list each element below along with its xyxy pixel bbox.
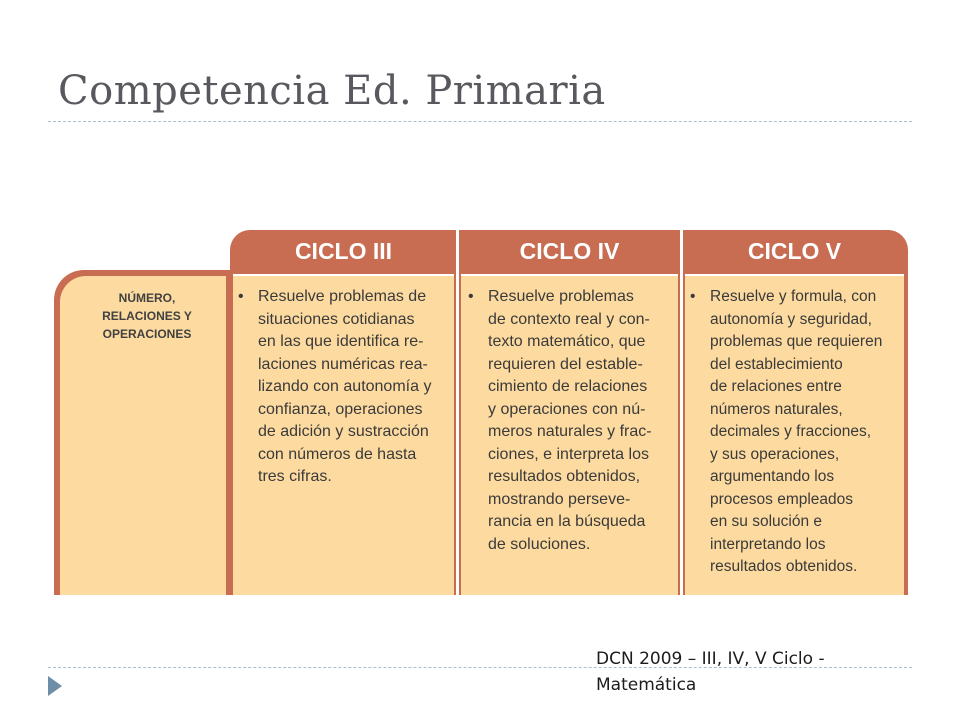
cell-line: texto matemático, que xyxy=(488,333,646,350)
cell-line: números naturales, xyxy=(710,400,843,418)
cell-line: de adición y sustracción xyxy=(258,423,429,440)
cell-line: resultados obtenidos, xyxy=(488,468,641,485)
cell-line: del establecimiento xyxy=(710,355,843,373)
cell-line: Resuelve problemas xyxy=(488,288,634,305)
cell-line: situaciones cotidianas xyxy=(258,310,415,328)
cell-text-ciclo-v xyxy=(690,286,882,579)
cell-line: cimiento de relaciones xyxy=(488,378,648,395)
cell-line: interpretando los xyxy=(710,535,826,553)
cell-line: tres cifras. xyxy=(258,468,332,485)
cell-line: Resuelve problemas de xyxy=(258,288,427,305)
cell-border xyxy=(230,274,233,595)
cell-border xyxy=(454,274,456,595)
cell-line: laciones numéricas rea- xyxy=(258,355,428,373)
cell-line: confianza, operaciones xyxy=(258,400,423,418)
cell-line: de soluciones. xyxy=(488,535,591,553)
cell-border xyxy=(683,274,685,595)
cell-text-ciclo-iii xyxy=(238,286,431,489)
cell-line: problemas que requieren xyxy=(710,333,883,350)
row-label-line: OPERACIONES xyxy=(102,327,192,341)
cell-line: resultados obtenidos. xyxy=(710,558,858,575)
cell-line: decimales y fracciones, xyxy=(710,423,872,440)
bullet-glyph: • xyxy=(690,288,696,305)
cell-line: meros naturales y frac- xyxy=(488,423,652,440)
column-header-ciclo-iii: CICLO III xyxy=(294,238,393,264)
cell-border xyxy=(459,274,461,595)
row-label-text xyxy=(84,289,210,343)
cell-line: y sus operaciones, xyxy=(710,445,840,463)
row-label-line: NÚMERO, xyxy=(118,291,176,305)
cell-line: en las que identifica re- xyxy=(258,333,424,350)
play-arrow-icon[interactable] xyxy=(48,676,62,696)
cell-line: lizando con autonomía y xyxy=(258,378,432,395)
slide-title: Competencia Ed. Primaria xyxy=(58,68,606,114)
cell-border xyxy=(904,274,908,595)
row-label-line: RELACIONES Y xyxy=(102,309,192,323)
cell-line: en su solución e xyxy=(710,513,823,530)
source-caption xyxy=(596,646,896,698)
title-divider xyxy=(48,121,912,122)
cell-line: procesos empleados xyxy=(710,490,854,508)
bullet-glyph: • xyxy=(238,288,244,305)
column-header-ciclo-iv: CICLO IV xyxy=(519,238,620,264)
cell-line: argumentando los xyxy=(710,468,835,485)
cell-line: rancia en la búsqueda xyxy=(488,513,646,530)
caption-line: Matemática xyxy=(596,675,697,695)
cell-line: de relaciones entre xyxy=(710,378,842,395)
cell-line: autonomía y seguridad, xyxy=(710,310,872,328)
caption-line: DCN 2009 – III, IV, V Ciclo - xyxy=(596,649,825,669)
cell-line: requieren del estable- xyxy=(488,355,643,373)
cell-line: Resuelve y formula, con xyxy=(710,288,877,305)
cell-border xyxy=(678,274,680,595)
cell-line: con números de hasta xyxy=(258,445,417,463)
cell-line: ciones, e interpreta los xyxy=(488,445,649,463)
bullet-glyph: • xyxy=(468,288,474,305)
cell-text-ciclo-iv xyxy=(468,286,652,556)
cell-line: mostrando perseve- xyxy=(488,490,631,508)
column-header-ciclo-v: CICLO V xyxy=(747,238,842,264)
cell-line: de contexto real y con- xyxy=(488,310,650,328)
cell-line: y operaciones con nú- xyxy=(488,400,646,418)
